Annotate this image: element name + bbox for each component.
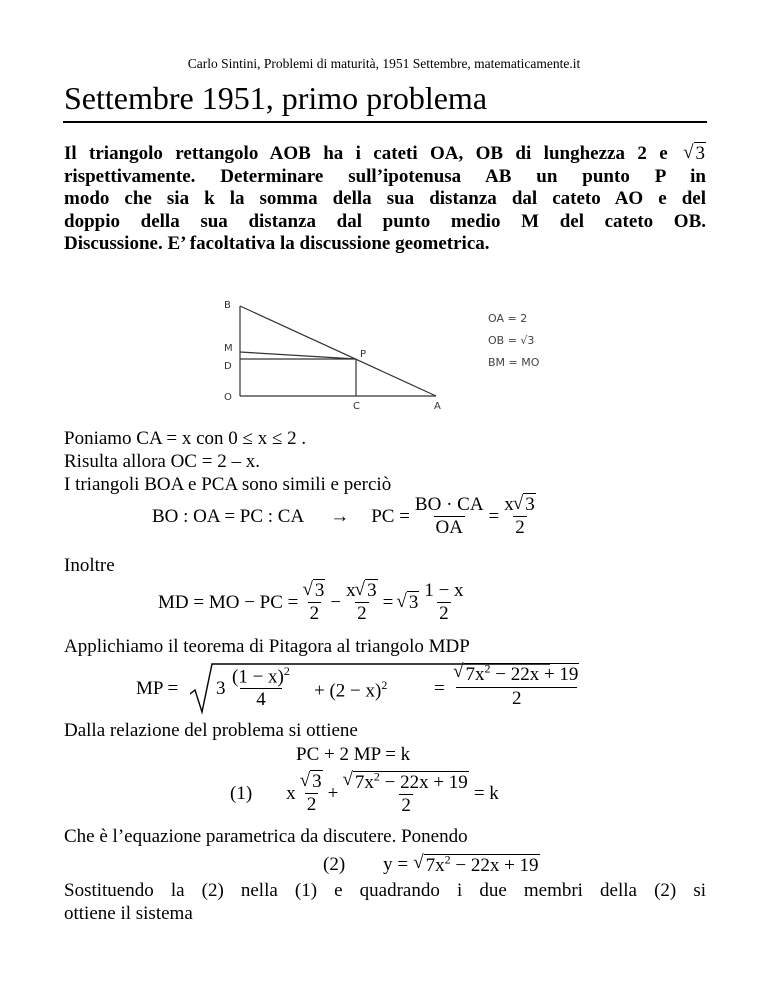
label-B: B [224, 300, 231, 311]
problem-line-1: Il triangolo rettangolo AOB ha i cateti OA, OB di lunghezza 2 e [64, 143, 668, 164]
label-O: O [224, 392, 232, 403]
text-sost-2: ottiene il sistema [64, 903, 193, 924]
eq-k: PC + 2 MP = k [296, 744, 411, 765]
label-P: P [360, 349, 367, 360]
text-poniamo: Poniamo CA = x con 0 ≤ x ≤ 2 . [64, 428, 307, 449]
problem-line-2: rispettivamente. Determinare sull’ipotenusa AB un punto P in [64, 165, 706, 187]
page-header: Carlo Sintini, Problemi di maturità, 1951 Settembre, matematicamente.it [187, 56, 581, 71]
label-M: M [224, 343, 233, 354]
label-eq1: (1) [230, 782, 253, 804]
text-dalla: Dalla relazione del problema si ottiene [64, 720, 358, 741]
sqrt-3: √ 3 [684, 143, 706, 166]
text-sost-1: Sostituendo la (2) nella (1) e quadrando i due membri della (2) si [64, 880, 706, 901]
equation-1: (1) x √ $\frac{3}{2}$ + √ $\frac{7x^2 - 22x + 19}{2}$ = k [230, 770, 499, 817]
label-A: A [434, 401, 441, 412]
problem-statement [64, 143, 706, 256]
text-pitagora: Applichiamo il teorema di Pitagora al triangolo MDP [64, 636, 470, 657]
label-C: C [353, 401, 360, 412]
note-BM: BM = MO [488, 356, 540, 369]
note-OA: OA = 2 [488, 312, 528, 325]
label-D: D [224, 361, 232, 372]
hypotenuse-AB [240, 306, 436, 396]
segment-MP [240, 352, 356, 359]
title-rule [63, 121, 707, 123]
eq-mp: MP = 3 $(1 - x)^2$ 4 + $(2 - x)^2$ = √ $7x^2 - 22x + 19$ 2 [136, 660, 596, 716]
eq-md: MD = MO − PC = √ $\frac{3}{2}$ − $\frac{x√ 3}{2}$ = √ 3 $\frac{1 - x}{2}$ [158, 580, 469, 625]
text-che: Che è l’equazione parametrica da discutere. Ponendo [64, 826, 468, 847]
note-OB: OB = √3 [488, 334, 535, 347]
problem-line-3: modo che sia k la somma della sua distanza dal cateto AO e del [64, 188, 706, 209]
eq-similarity: BO : OA = PC : CA → PC = $\frac{BO \cdot CA}{OA}$ = $\frac{x√ 3}{2}$ [152, 494, 541, 539]
triangle-diagram [210, 292, 460, 412]
page-title: Settembre 1951, primo problema [64, 80, 488, 116]
text-triangoli: I triangoli BOA e PCA sono simili e perciò [64, 474, 392, 495]
text-risulta: Risulta allora OC = 2 – x. [64, 451, 260, 472]
problem-line-5: Discussione. E’ facoltativa la discussione geometrica. [64, 233, 490, 254]
equation-2: (2) y = √ $7x^2 - 22x + 19$ [323, 853, 540, 877]
text-inoltre: Inoltre [64, 555, 115, 576]
label-eq2: (2) [323, 854, 346, 876]
triangle-figure [210, 292, 460, 412]
problem-line-4: doppio della sua distanza dal punto medio M del cateto OB. [64, 210, 706, 232]
